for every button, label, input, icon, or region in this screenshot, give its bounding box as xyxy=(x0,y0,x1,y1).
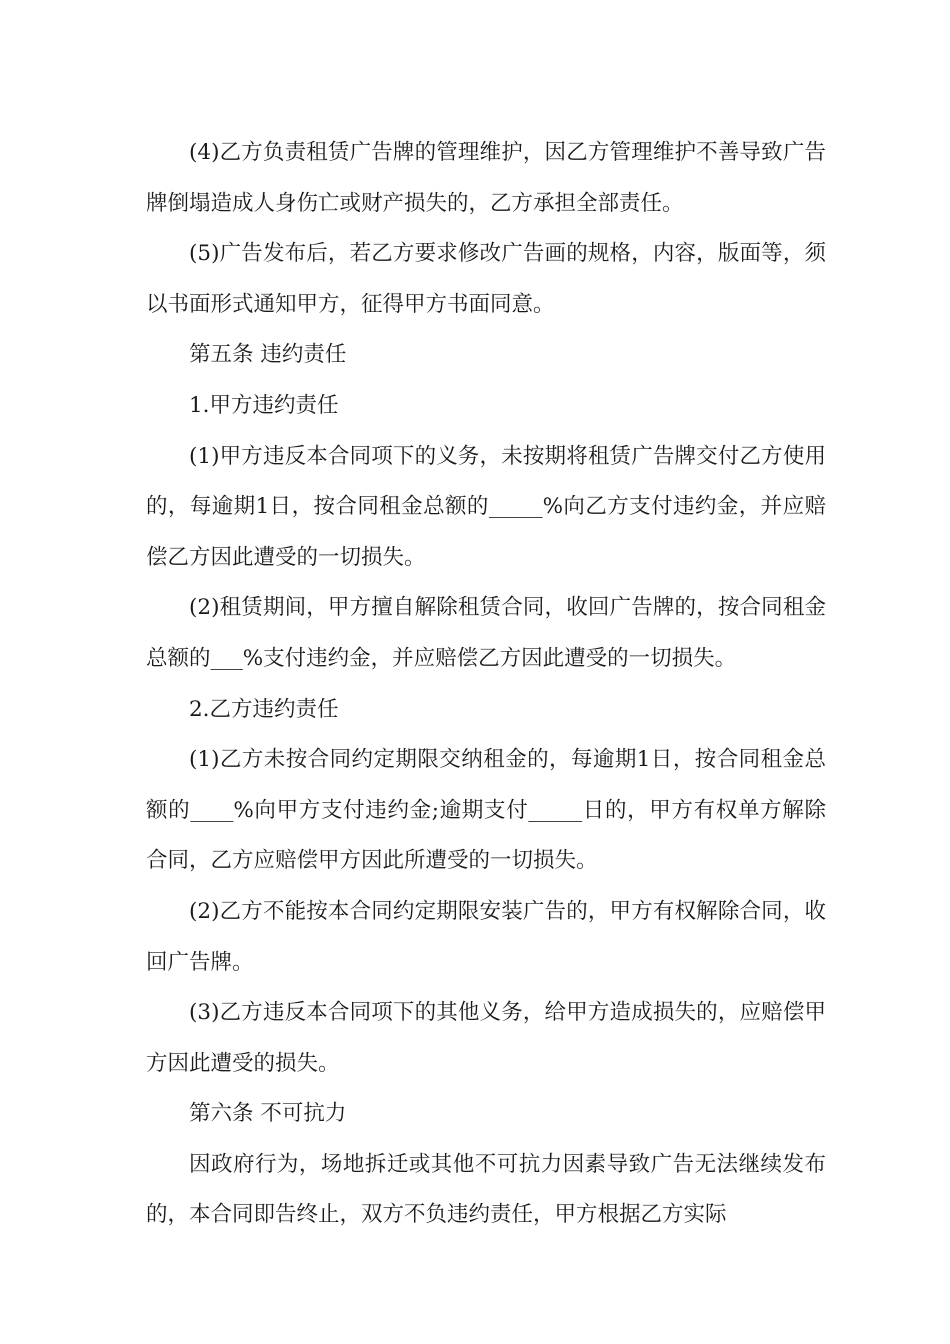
paragraph-force-majeure: 因政府行为，场地拆迁或其他不可抗力因素导致广告无法继续发布的，本合同即告终止，双方不负违约责任，甲方根据乙方实际 xyxy=(146,1151,826,1228)
section-party-a-liability: 1.甲方违约责任 xyxy=(189,392,339,418)
paragraph-clause-4-5: (5)广告发布后，若乙方要求修改广告画的规格，内容，版面等，须以书面形式通知甲方，征得甲方书面同意。 xyxy=(146,241,826,317)
article-5-heading: 第五条 违约责任 xyxy=(189,342,347,368)
article-6-heading: 第六条 不可抗力 xyxy=(189,1101,347,1127)
paragraph-party-b-3: (3)乙方违反本合同项下的其他义务，给甲方造成损失的，应赔偿甲方因此遭受的损失。 xyxy=(146,1000,826,1076)
document-body xyxy=(146,128,826,1241)
paragraph-party-a-1: (1)甲方违反本合同项下的义务，未按期将租赁广告牌交付乙方使用的，每逾期1日，按合同租金总额的_____%向乙方支付违约金，并应赔偿乙方因此遭受的一切损失。 xyxy=(146,443,826,570)
paragraph-clause-4-4: (4)乙方负责租赁广告牌的管理维护，因乙方管理维护不善导致广告牌倒塌造成人身伤亡或财产损失的，乙方承担全部责任。 xyxy=(146,140,826,216)
paragraph-party-b-2: (2)乙方不能按本合同约定期限安装广告的，甲方有权解除合同，收回广告牌。 xyxy=(146,898,826,975)
paragraph-party-a-2: (2)租赁期间，甲方擅自解除租赁合同，收回广告牌的，按合同租金总额的___%支付违约金，并应赔偿乙方因此遭受的一切损失。 xyxy=(146,595,826,671)
section-party-b-liability: 2.乙方违约责任 xyxy=(189,696,339,722)
paragraph-party-b-1: (1)乙方未按合同约定期限交纳租金的，每逾期1日，按合同租金总额的____%向甲方支付违约金;逾期支付_____日的，甲方有权单方解除合同，乙方应赔偿甲方因此所遭受的一切损失。 xyxy=(146,747,826,874)
